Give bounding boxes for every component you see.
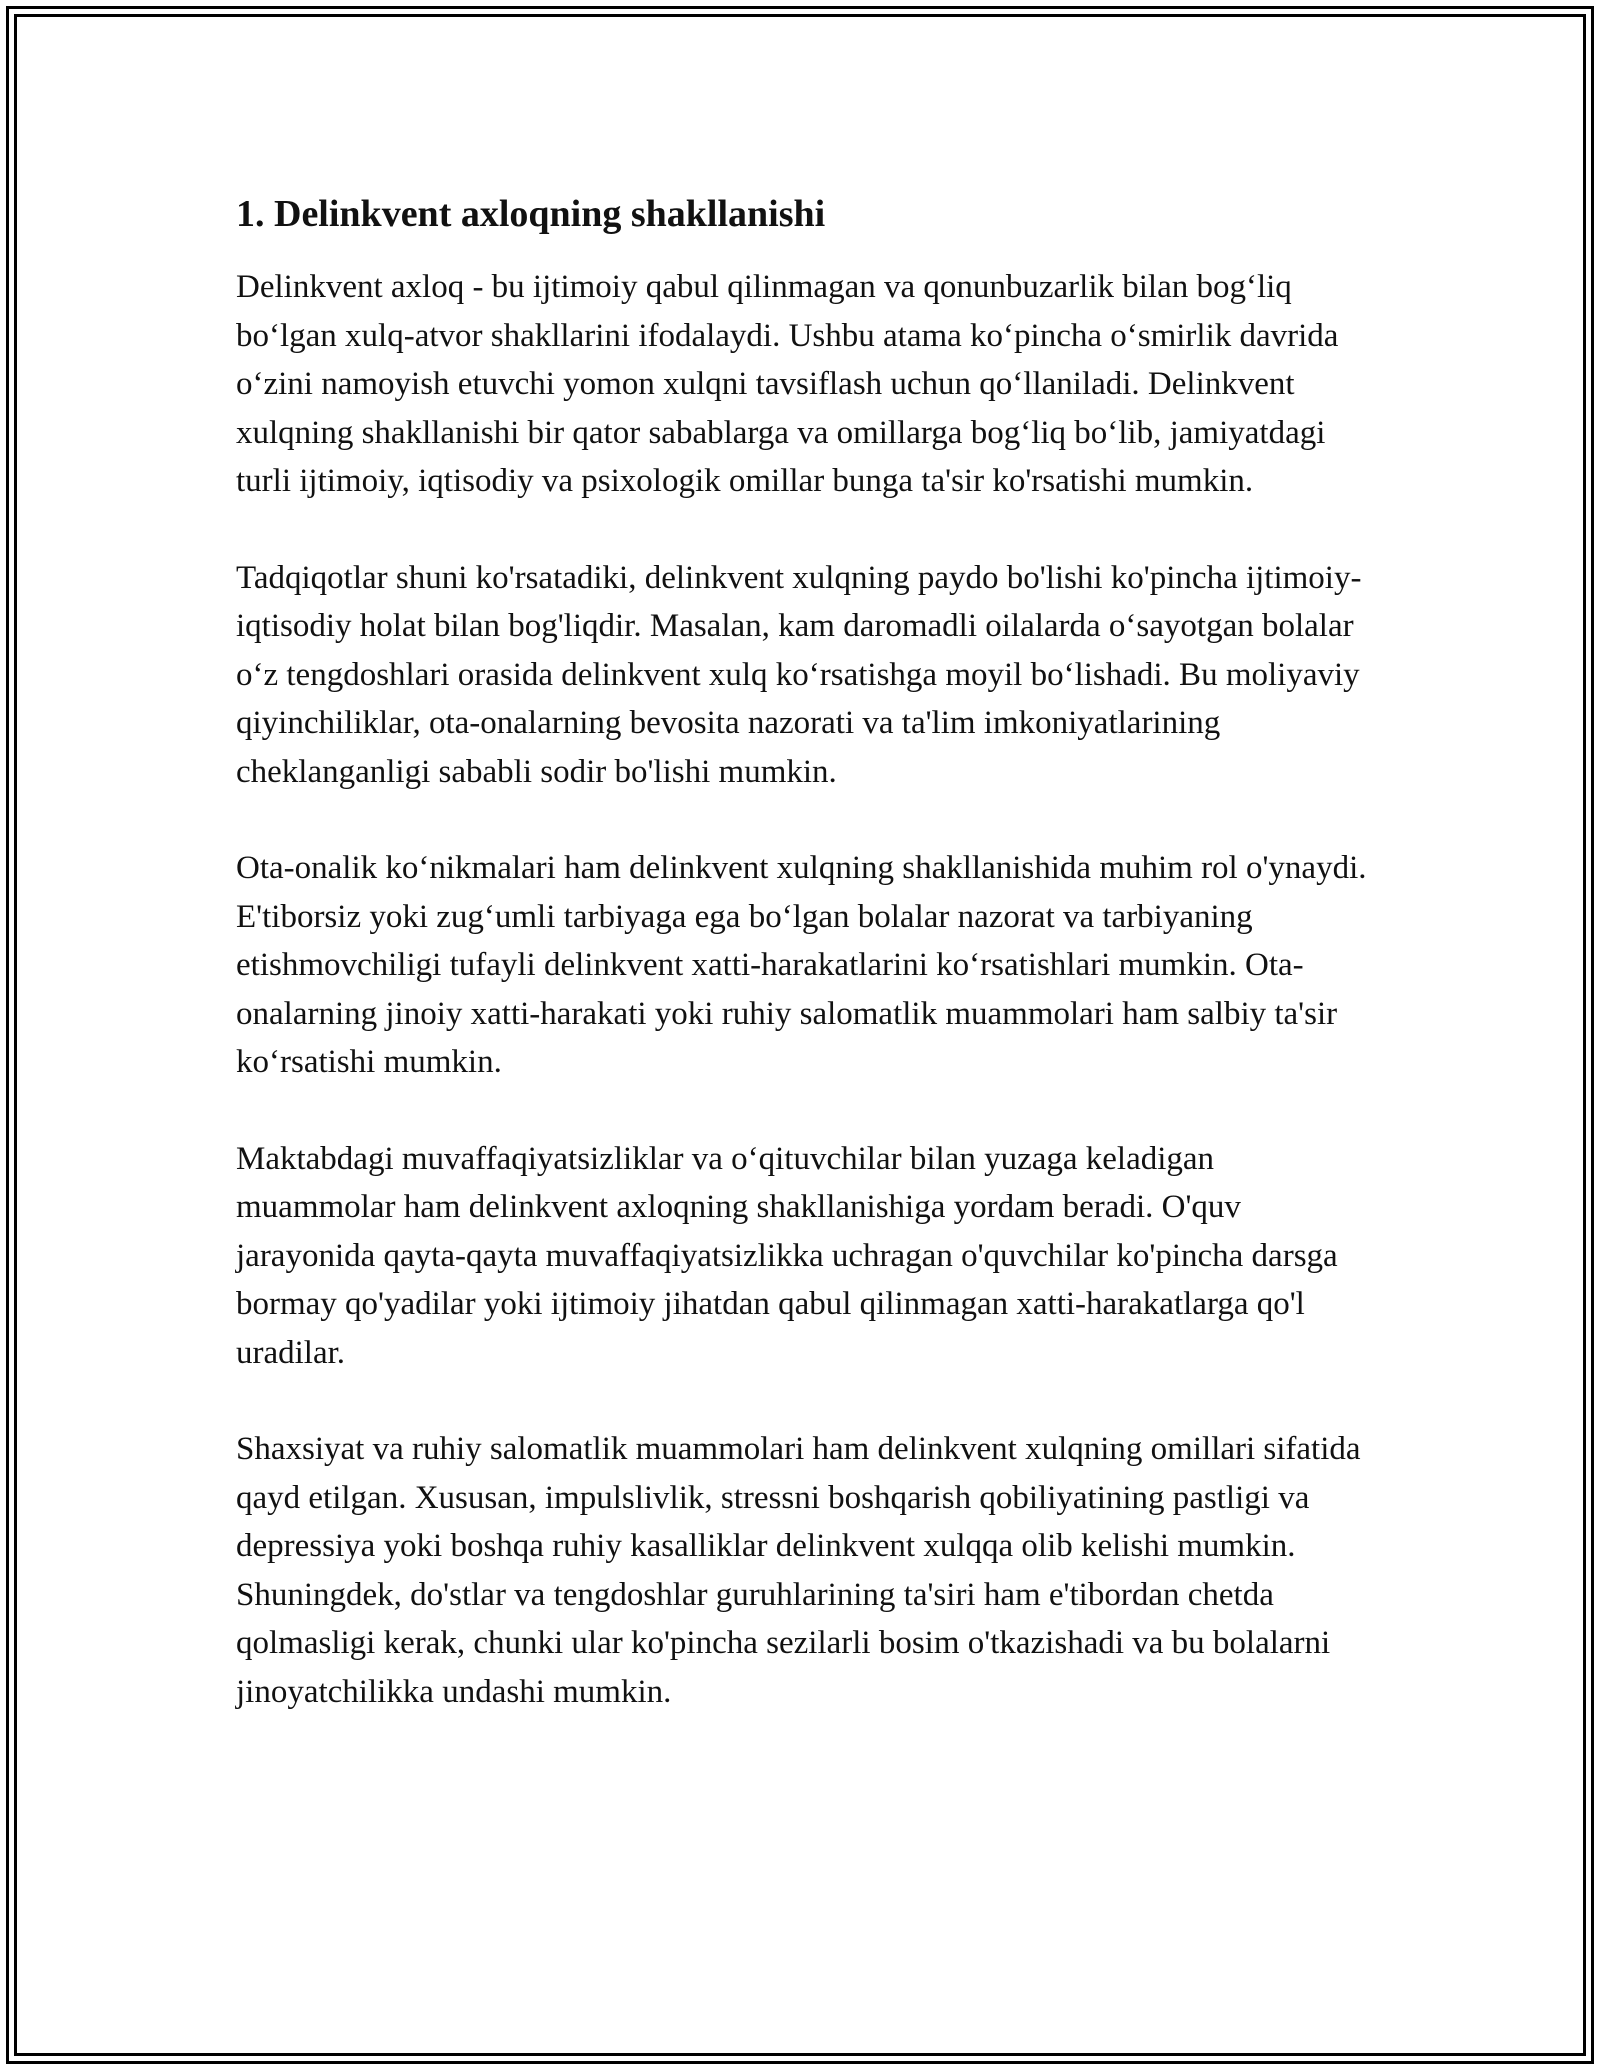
section-heading: 1. Delinkvent axloqning shakllanishi: [236, 193, 826, 235]
paragraph-1: Delinkvent axloq - bu ijtimoiy qabul qilinmagan va qonunbuzarlik bilan bog‘liq bo‘lgan xulq-atvor shakllarini ifodalaydi. Ushbu atama ko‘pincha o‘smirlik davrida o‘zini namoyish etuvchi yomon xulqni tavsiflash uchun qo‘llaniladi. Delinkvent xulqning shakllanishi bir qator sabablarga va omillarga bog‘liq bo‘lib, jamiyatdagi turli ijtimoiy, iqtisodiy va psixologik omillar bunga ta'sir ko'rsatishi mumkin.: [236, 269, 1339, 499]
paragraph-4: Maktabdagi muvaffaqiyatsizliklar va o‘qituvchilar bilan yuzaga keladigan muammolar ham delinkvent axloqning shakllanishiga yordam beradi. O'quv jarayonida qayta-qayta muvaffaqiyatsizlikka uchragan o'quvchilar ko'pincha darsga bormay qo'yadilar yoki ijtimoiy jihatdan qabul qilinmagan xatti-harakatlarga qo'l uradilar.: [236, 1140, 1338, 1371]
paragraph-5: Shaxsiyat va ruhiy salomatlik muammolari ham delinkvent xulqning omillari sifatida qayd etilgan. Xususan, impulslivlik, stressni boshqarish qobiliyatining pastligi va depressiya yoki boshqa ruhiy kasalliklar delinkvent xulqqa olib kelishi mumkin. Shuningdek, do'stlar va tengdoshlar guruhlarining ta'siri ham e'tibordan chetda qolmasligi kerak, chunki ular ko'pincha sezilarli bosim o'tkazishadi va bu bolalarni jinoyatchilikka undashi mumkin.: [236, 1431, 1361, 1710]
document-body: [236, 185, 1376, 1764]
paragraph-2: Tadqiqotlar shuni ko'rsatadiki, delinkvent xulqning paydo bo'lishi ko'pincha ijtimoiy-iqtisodiy holat bilan bog'liqdir. Masalan, kam daromadli oilalarda o‘sayotgan bolalar o‘z tengdoshlari orasida delinkvent xulq ko‘rsatishga moyil bo‘lishadi. Bu moliyaviy qiyinchiliklar, ota-onalarning bevosita nazorati va ta'lim imkoniyatlarining cheklanganligi sababli sodir bo'lishi mumkin.: [236, 559, 1362, 790]
paragraph-3: Ota-onalik ko‘nikmalari ham delinkvent xulqning shakllanishida muhim rol o'ynaydi. E'tiborsiz yoki zug‘umli tarbiyaga ega bo‘lgan bolalar nazorat va tarbiyaning etishmovchiligi tufayli delinkvent xatti-harakatlarini ko‘rsatishlari mumkin. Ota-onalarning jinoiy xatti-harakati yoki ruhiy salomatlik muammolari ham salbiy ta'sir ko‘rsatishi mumkin.: [236, 850, 1367, 1080]
